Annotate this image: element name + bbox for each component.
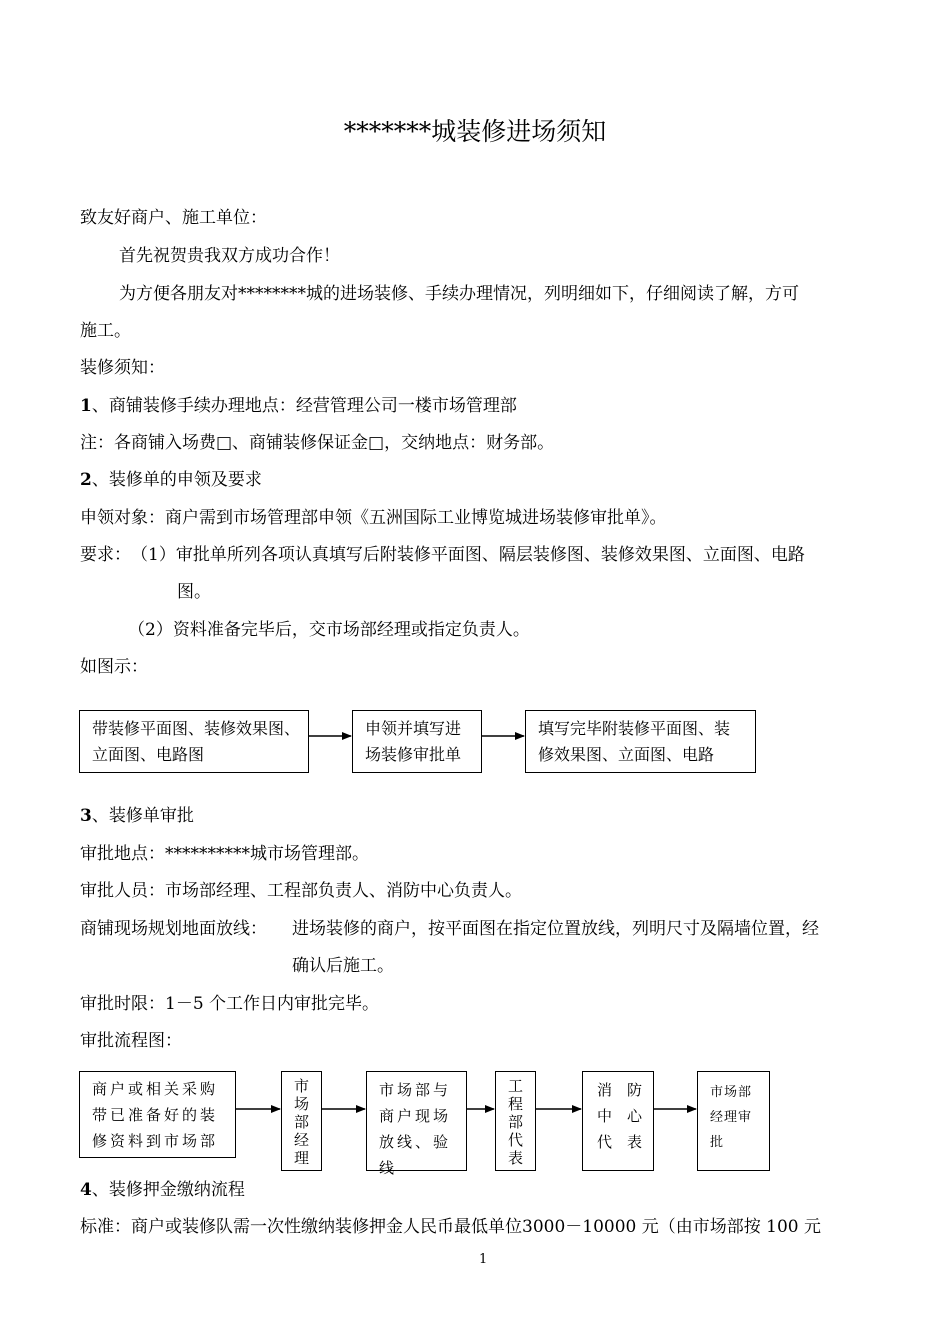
flow-label: 审批流程图： [80, 1031, 182, 1051]
greeting: 致友好商户、施工单位： [80, 208, 267, 228]
deposit-standard: 标准：商户或装修队需一次性缴纳装修押金人民币最低单位3000－10000 元（由市场部按 100 元 [80, 1217, 822, 1237]
section-2-heading [80, 470, 262, 490]
flow2-step-5 [582, 1071, 654, 1171]
flow2-step-6-text: 市场部 经理审 批 [710, 1085, 753, 1150]
figure-label: 如图示： [80, 657, 148, 677]
flow2-step-5-text: 消 防 中 心 代 表 [597, 1081, 643, 1151]
requirement-1-cont: 图。 [177, 582, 211, 602]
paragraph: 施工。 [80, 321, 131, 341]
section-number: 3 [80, 806, 92, 826]
flow2-step-6 [697, 1071, 770, 1171]
section-title: 、装修押金缴纳流程 [91, 1180, 245, 1200]
page-number: 1 [479, 1252, 488, 1267]
flow2-step-1-text: 商户或相关采购 带已准备好的装 修资料到市场部 [92, 1080, 219, 1150]
layout-label: 商铺现场规划地面放线： [80, 919, 267, 939]
requirement-2: （2）资料准备完毕后，交市场部经理或指定负责人。 [128, 620, 530, 640]
requirement-1: （1）审批单所列各项认真填写后附装修平面图、隔层装修图、装修效果图、立面图、电路 [131, 545, 805, 565]
approval-people: 审批人员：市场部经理、工程部负责人、消防中心负责人。 [80, 881, 522, 901]
section-title: 、商铺装修手续办理地点：经营管理公司一楼市场管理部 [91, 396, 517, 416]
note: 注：各商铺入场费□、商铺装修保证金□，交纳地点：财务部。 [80, 433, 555, 453]
flow1-step-3-text: 填写完毕附装修平面图、装 修效果图、立面图、电路 [538, 719, 731, 764]
flow2-step-4 [495, 1071, 536, 1171]
flow1-step-1 [79, 710, 309, 773]
flow1-step-2-text: 申领并填写进 场装修审批单 [365, 719, 462, 764]
approval-time: 审批时限：1－5 个工作日内审批完毕。 [80, 994, 380, 1014]
layout-text: 进场装修的商户，按平面图在指定位置放线，列明尺寸及隔墙位置，经 [292, 919, 819, 939]
section-3-heading [80, 806, 194, 826]
section-number: 1 [80, 396, 92, 416]
section-number: 2 [80, 470, 92, 490]
flow1-step-1-text: 带装修平面图、装修效果图、 立面图、电路图 [92, 719, 301, 764]
flow1-step-3 [525, 710, 756, 773]
section-1-heading [80, 396, 517, 416]
section-heading: 装修须知： [80, 358, 165, 378]
apply-target: 申领对象：商户需到市场管理部申领《五洲国际工业博览城进场装修审批单》。 [80, 508, 667, 528]
section-title: 、装修单的申领及要求 [91, 470, 262, 490]
section-title: 、装修单审批 [91, 806, 194, 826]
section-4-heading [80, 1180, 245, 1200]
section-number: 4 [80, 1180, 92, 1200]
paragraph: 为方便各朋友对********城的进场装修、手续办理情况，列明细如下，仔细阅读了解，方可 [119, 284, 799, 304]
page-title: *******城装修进场须知 [343, 117, 607, 146]
flow2-step-2 [281, 1071, 322, 1171]
requirement-label: 要求： [80, 545, 131, 565]
flow2-step-3-text: 市场部与 商户现场 放线、验线 [379, 1081, 452, 1177]
flow1-step-2 [352, 710, 482, 773]
layout-text-cont: 确认后施工。 [292, 956, 394, 976]
flow2-step-3 [366, 1071, 467, 1177]
flow2-step-1 [79, 1071, 236, 1158]
flow2-step-2-text: 市 场 部 经 理 [293, 1077, 309, 1167]
paragraph: 首先祝贺贵我双方成功合作！ [119, 246, 340, 266]
approval-place: 审批地点：**********城市场管理部。 [80, 844, 369, 864]
flow2-step-4-text: 工 程 部 代 表 [507, 1077, 523, 1167]
